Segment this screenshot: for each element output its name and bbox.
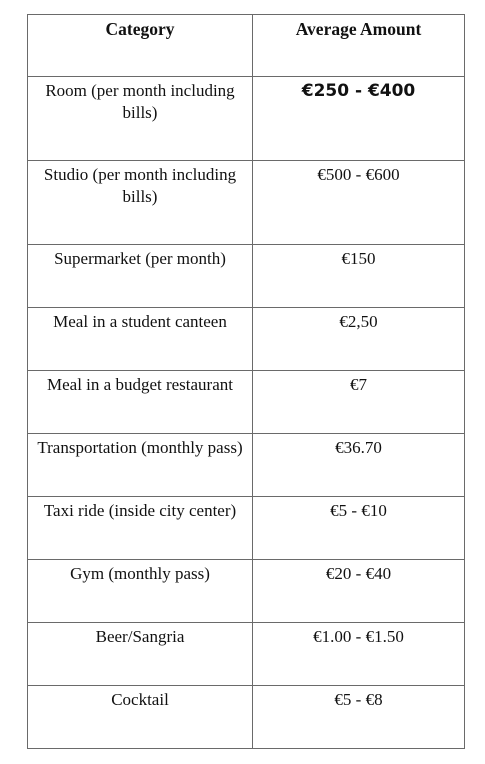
table-row [28,560,465,623]
category-cell: Studio (per month including bills) [28,161,253,245]
amount-cell: €20 - €40 [253,560,465,623]
amount-cell: €250 - €400 [253,77,465,161]
category-cell: Cocktail [28,686,253,749]
cost-table [27,14,465,749]
table-row [28,686,465,749]
table-row [28,77,465,161]
category-cell: Room (per month including bills) [28,77,253,161]
column-header-category: Category [28,15,253,77]
category-cell: Meal in a student canteen [28,308,253,371]
amount-cell: €7 [253,371,465,434]
category-cell: Beer/Sangria [28,623,253,686]
amount-cell: €36.70 [253,434,465,497]
amount-cell: €500 - €600 [253,161,465,245]
column-header-average-amount: Average Amount [253,15,465,77]
header-row [28,15,465,77]
table-row [28,245,465,308]
table-row [28,308,465,371]
amount-cell: €150 [253,245,465,308]
table-row [28,371,465,434]
table-row [28,497,465,560]
amount-cell: €1.00 - €1.50 [253,623,465,686]
category-cell: Supermarket (per month) [28,245,253,308]
table-row [28,623,465,686]
category-cell: Taxi ride (inside city center) [28,497,253,560]
amount-cell: €2,50 [253,308,465,371]
category-cell: Meal in a budget restaurant [28,371,253,434]
amount-cell: €5 - €10 [253,497,465,560]
table-row [28,161,465,245]
amount-cell: €5 - €8 [253,686,465,749]
category-cell: Transportation (monthly pass) [28,434,253,497]
table-row [28,434,465,497]
category-cell: Gym (monthly pass) [28,560,253,623]
